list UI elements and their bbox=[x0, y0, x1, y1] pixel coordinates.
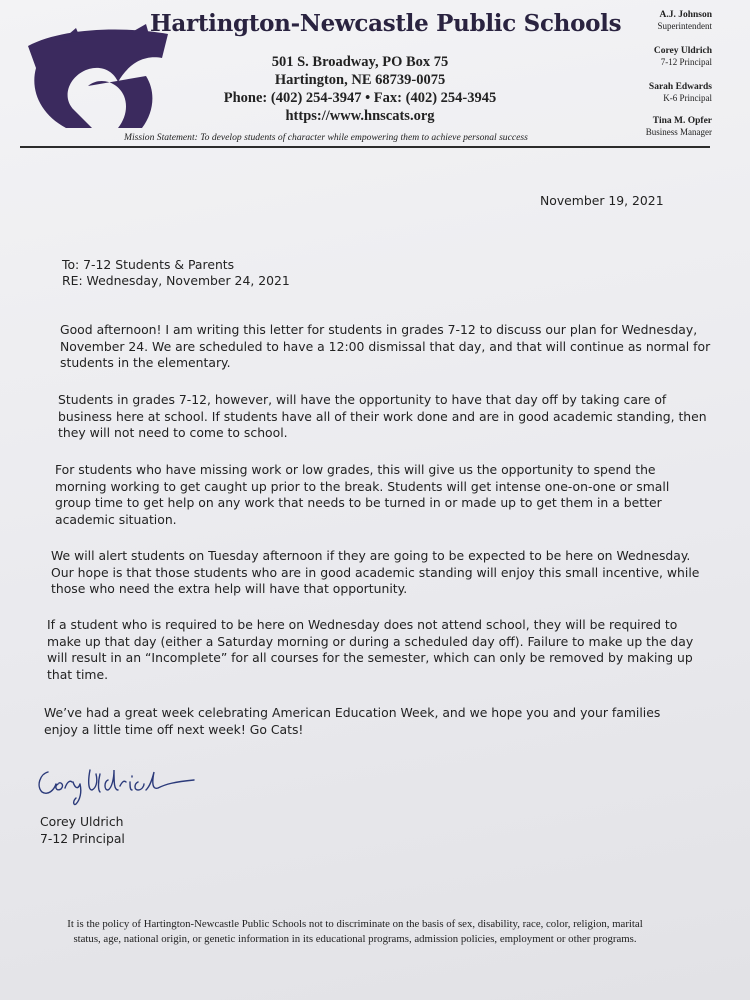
staff-title: Superintendent bbox=[657, 21, 712, 31]
paragraph-line: make up that day (either a Saturday morning or during a scheduled day off). Failure to make up the day bbox=[47, 633, 694, 649]
letterhead-divider bbox=[20, 146, 710, 148]
subject-line: RE: Wednesday, November 24, 2021 bbox=[62, 273, 290, 288]
paragraph-line: students in the elementary. bbox=[60, 355, 231, 370]
paragraph-line: those who need the extra help will have that opportunity. bbox=[51, 581, 408, 596]
mission-statement: Mission Statement: To develop students of character while empowering them to achieve personal success bbox=[124, 132, 528, 143]
staff-principal-7-12 bbox=[592, 46, 712, 68]
recipient-line: To: 7-12 Students & Parents bbox=[62, 257, 235, 272]
paragraph-line: Students in grades 7-12, however, will have the opportunity to have that day off by taking care of bbox=[58, 392, 667, 407]
paragraph-1 bbox=[60, 322, 710, 372]
paragraph-4 bbox=[51, 548, 699, 598]
paragraph-line: Our hope is that those students who are in good academic standing will enjoy this small incentive, while bbox=[51, 564, 700, 580]
paragraph-6 bbox=[44, 705, 660, 738]
address-line-2: Hartington, NE 68739-0075 bbox=[274, 72, 446, 88]
paragraph-line: group time to get help on any work that needs to be turned in or made up to get them in a better bbox=[55, 495, 662, 510]
address-line-1: 501 S. Broadway, PO Box 75 bbox=[271, 54, 449, 70]
staff-title: 7-12 Principal bbox=[660, 57, 712, 67]
policy-line: status, age, national origin, or genetic information in its educational programs, admission policies, employment or other programs. bbox=[73, 933, 637, 945]
signer-name: Corey Uldrich bbox=[40, 814, 124, 829]
paragraph-5 bbox=[47, 617, 693, 683]
paragraph-line: Good afternoon! I am writing this letter for students in grades 7-12 to discuss our plan for Wednesday, bbox=[60, 322, 698, 337]
staff-superintendent bbox=[592, 10, 712, 32]
staff-title: K-6 Principal bbox=[663, 93, 712, 103]
school-name: Hartington-Newcastle Public Schools bbox=[150, 10, 622, 37]
website-link[interactable]: https://www.hnscats.org bbox=[285, 108, 435, 124]
paragraph-line: For students who have missing work or low grades, this will give us the opportunity to spend the bbox=[55, 462, 656, 477]
staff-title: Business Manager bbox=[645, 127, 712, 137]
paragraph-line: We’ve had a great week celebrating American Education Week, and we hope you and your families bbox=[44, 705, 661, 720]
nondiscrimination-policy bbox=[10, 917, 700, 947]
staff-name: A.J. Johnson bbox=[659, 10, 712, 20]
paragraph-2 bbox=[58, 392, 707, 442]
paragraph-line: they will not need to come to school. bbox=[58, 425, 288, 440]
paragraph-line: academic situation. bbox=[55, 511, 177, 527]
paragraph-3 bbox=[55, 462, 669, 528]
staff-name: Corey Uldrich bbox=[653, 46, 712, 56]
paragraph-line: business here at school. If students have all of their work done and are in good academic standing, then bbox=[58, 408, 707, 424]
phone-fax: Phone: (402) 254-3947 • Fax: (402) 254-3945 bbox=[223, 90, 497, 106]
paragraph-line: morning working to get caught up prior to the break. Students will get intense one-on-one or small bbox=[55, 478, 670, 494]
paragraph-line: enjoy a little time off next week! Go Cats! bbox=[44, 721, 304, 737]
paragraph-line: November 24. We are scheduled to have a 12:00 dismissal that day, and that will continue as normal for bbox=[60, 338, 711, 354]
paragraph-line: We will alert students on Tuesday afternoon if they are going to be expected to be here on Wednesday. bbox=[51, 548, 691, 563]
staff-principal-k-6 bbox=[592, 82, 712, 104]
staff-name: Tina M. Opfer bbox=[652, 116, 712, 126]
paragraph-line: will result in an “Incomplete” for all courses for the semester, which can only be removed by making up bbox=[47, 650, 693, 665]
paragraph-line: If a student who is required to be here on Wednesday does not attend school, they will be required to bbox=[47, 617, 678, 632]
wildcat-logo-icon bbox=[22, 24, 170, 134]
letter-date: November 19, 2021 bbox=[540, 193, 664, 208]
signature-image bbox=[34, 760, 204, 810]
policy-line: It is the policy of Hartington-Newcastle Public Schools not to discriminate on the basis of sex, disability, race, color, religion, marital bbox=[67, 918, 643, 930]
paragraph-line: that time. bbox=[47, 666, 109, 682]
staff-name: Sarah Edwards bbox=[648, 82, 712, 92]
signer-title: 7-12 Principal bbox=[40, 831, 125, 846]
